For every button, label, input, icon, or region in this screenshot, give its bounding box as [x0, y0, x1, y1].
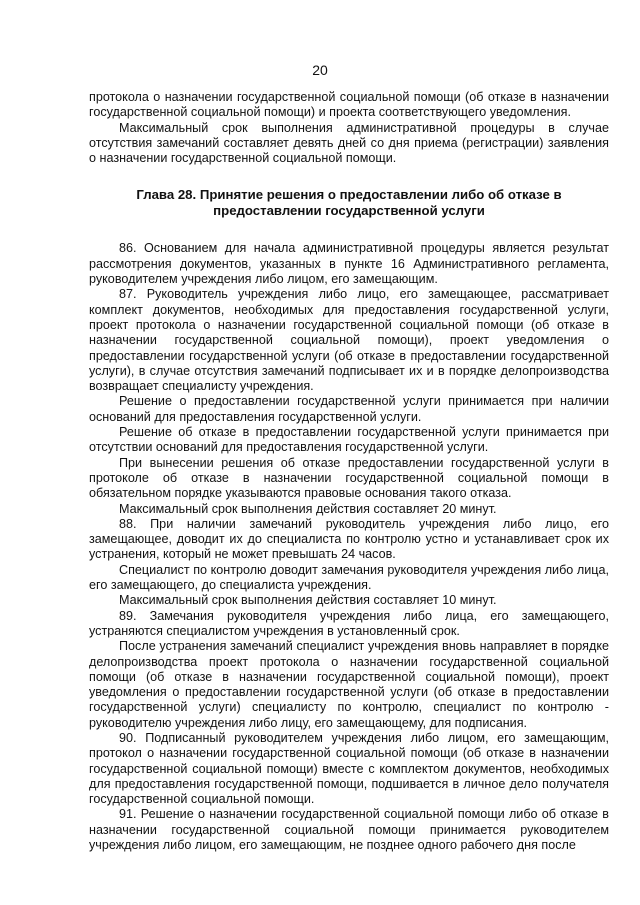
- paragraph-86: 86. Основанием для начала административной процедуры является результат рассмотрения документов, указанных в пункте 16 Административного регламента, руководителем учреждения либо лицом, его замещающим.: [89, 241, 609, 287]
- page-number: 20: [312, 62, 328, 78]
- paragraph-91: 91. Решение о назначении государственной социальной помощи либо об отказе в назначении государственной социальной помощи принимается руководителем учреждения либо лицом, его замещающим, не позднее одного рабочего дня после: [89, 807, 609, 853]
- paragraph-88: 88. При наличии замечаний руководитель учреждения либо лицо, его замещающее, доводит их до специалиста по контролю устно и устанавливает срок их устранения, который не может превышать 24 часов.: [89, 516, 609, 562]
- paragraph-control-specialist: Специалист по контролю доводит замечания руководителя учреждения либо лица, его замещающего, до специалиста учреждения.: [89, 562, 609, 593]
- document-body: [89, 90, 609, 853]
- paragraph-refusal-grounds: При вынесении решения об отказе предоставлении государственной услуги в протоколе об отказе в назначении государственной социальной помощи в обязательном порядке указываются правовые основания такого отказа.: [89, 455, 609, 501]
- paragraph-decision-refusal: Решение об отказе в предоставлении государственной услуги принимается при отсутствии оснований для предоставления государственной услуги.: [89, 425, 609, 455]
- paragraph-90: 90. Подписанный руководителем учреждения либо лицом, его замещающим, протокол о назначении государственной социальной помощи (об отказе в назначении государственной социальной помощи) вместе с комплектом документов, необходимых для предоставления государственной помощи, подшивается в личное дело получателя государственной социальной помощи.: [89, 730, 609, 807]
- paragraph-after-fix: После устранения замечаний специалист учреждения вновь направляет в порядке делопроизводства проект протокола о назначении государственной социальной помощи (об отказе в назначении государственной социальной помощи), проект уведомления о предоставлении государственной услуги (об отказе в предоставлении государственной услуги) специалисту по контролю, специалист по контролю - руководителю учреждения либо лицу, его замещающему, для подписания.: [89, 639, 609, 730]
- paragraph-term-20min: Максимальный срок выполнения действия составляет 20 минут.: [119, 501, 497, 516]
- paragraph-87: 87. Руководитель учреждения либо лицо, его замещающее, рассматривает комплект документов, необходимых для предоставления государственной услуги, проект протокола о назначении государственной социальной помощи (об отказе в назначении государственной социальной помощи), проект уведомления о предоставлении государственной услуги (об отказе в предоставлении государственной услуги), в случае отсутствия замечаний подписывает их и в порядке делопроизводства возвращает специалисту учреждения.: [89, 287, 609, 394]
- paragraph-max-term: Максимальный срок выполнения административной процедуры в случае отсутствия замечаний составляет девять дней со дня приема (регистрации) заявления о назначении государственной социальной помощи.: [89, 120, 609, 166]
- chapter-heading: Глава 28. Принятие решения о предоставлении либо об отказе в предоставлении государственной услуги: [136, 187, 562, 219]
- paragraph-decision-grant: Решение о предоставлении государственной услуги принимается при наличии оснований для предоставления государственной услуги.: [89, 394, 609, 424]
- paragraph-continuation: протокола о назначении государственной социальной помощи (об отказе в назначении государственной социальной помощи) и проекта соответствующего уведомления.: [89, 90, 609, 120]
- paragraph-89: 89. Замечания руководителя учреждения либо лица, его замещающего, устраняются специалистом учреждения в установленный срок.: [89, 608, 609, 638]
- paragraph-term-10min: Максимальный срок выполнения действия составляет 10 минут.: [119, 593, 497, 608]
